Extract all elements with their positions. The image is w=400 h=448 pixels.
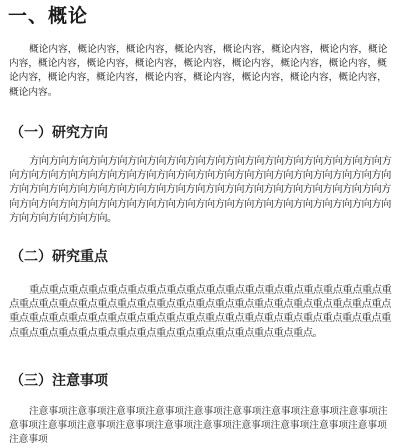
intro-paragraph: 概论内容，概论内容，概论内容，概论内容，概论内容，概论内容，概论内容，概论内容，概论内容，概论内容，概论内容，概论内容，概论内容，概论内容，概论内容，概论内容，概论内容，概论内容，概论内容，概论内容，概论内容，概论内容，概论内容，概论内容。 <box>9 44 388 98</box>
section-body-research-focus: 重点重点重点重点重点重点重点重点重点重点重点重点重点重点重点重点重点重点重点重点重点重点重点重点重点重点重点重点重点重点重点重点重点重点重点重点重点重点重点重点重点重点重点重点重点重点重点重点重点重点重点重点重点重点重点重点重点重点重点重点重点重点重点重点重点重点重点重点重点重点重点重点重点。 <box>9 284 392 339</box>
section-body-research-direction: 方向方向方向方向方向方向方向方向方向方向方向方向方向方向方向方向方向方向方向方向方向方向方向方向方向方向方向方向方向方向方向方向方向方向方向方向方向方向方向方向方向方向方向方向方向方向方向方向方向方向方向方向方向方向方向方向方向方向方向方向方向方向方向方向方向方向方向方向方向方向方向方向方向方向方向方向方向方向方向方向方向方向。 <box>9 155 392 224</box>
section-heading-notes: （三）注意事项 <box>10 373 108 389</box>
section-heading-research-focus: （二）研究重点 <box>10 249 108 265</box>
section-heading-research-direction: （一）研究方向 <box>10 125 108 141</box>
section-body-notes: 注意事项注意事项注意事项注意事项注意事项注意事项注意事项注意事项注意事项注意事项注意事项注意事项注意事项注意事项注意事项注意事项注意事项注意事项注意事项注意事项 <box>9 406 388 446</box>
document-title: 一、概论 <box>8 5 89 27</box>
